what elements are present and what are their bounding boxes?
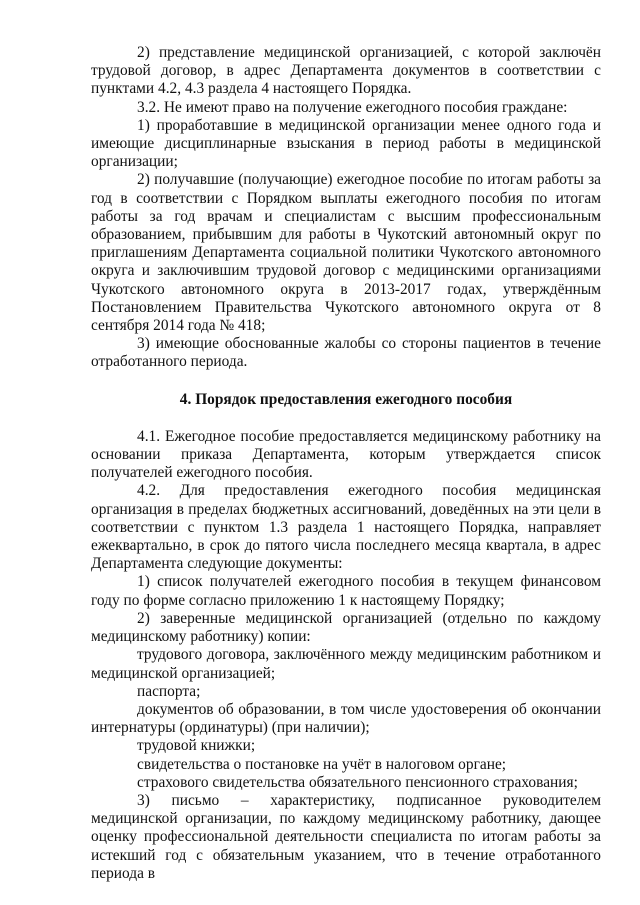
paragraph-4-2-item-2: 2) заверенные медицинской организацией (отдельно по каждому медицинскому работнику) копии: <box>91 609 601 646</box>
list-item-passport: паспорта; <box>137 682 201 700</box>
list-item-tax-certificate: свидетельства о постановке на учёт в налоговом органе; <box>137 755 507 773</box>
paragraph-4-2-item-3: 3) письмо – характеристику, подписанное руководителем медицинской организации, по каждому медицинскому работнику, дающее оценку профессиональной деятельности специалиста по итогам работы за истекший год с обязательным указанием, что в течение отработанного периода в <box>91 791 601 882</box>
paragraph-4-1: 4.1. Ежегодное пособие предоставляется медицинскому работнику на основании приказа Департамента, которым утверждается список получателей ежегодного пособия. <box>91 427 601 482</box>
paragraph-item-2-notice: 2) представление медицинской организацией, с которой заключён трудовой договор, в адрес Департамента документов в соответствии с пунктами 4.2, 4.3 раздела 4 настоящего Порядка. <box>91 44 601 98</box>
paragraph-4-2-item-1: 1) список получателей ежегодного пособия в текущем финансовом году по форме согласно приложению 1 к настоящему Порядку; <box>91 573 601 609</box>
section-heading: 4. Порядок предоставления ежегодного пособия <box>179 390 513 408</box>
paragraph-3-2-item-2: 2) получавшие (получающие) ежегодное пособие по итогам работы за год в соответствии с Порядком выплаты ежегодного пособия по итогам работы за год врачам и специалистам с высшим профессиональным образованием, прибывшим для работы в Чукотский автономный округ по приглашениям Департамента социальной политики Чукотского автономного округа и заключившим трудовой договор с медицинскими организациями Чукотского автономного округа в 2013-2017 годах, утверждённым Постановлением Правительства Чукотского автономного округа от 8 сентября 2014 года № 418; <box>91 171 601 335</box>
paragraph-3-2-item-1: 1) проработавшие в медицинской организации менее одного года и имеющие дисциплинарные взыскания в период работы в медицинской организации; <box>91 116 601 171</box>
paragraph-3-2-item-3: 3) имеющие обоснованные жалобы со стороны пациентов в течение отработанного периода. <box>91 335 601 371</box>
paragraph-3-2: 3.2. Не имеют право на получение ежегодного пособия граждане: <box>137 98 568 116</box>
list-item-work-book: трудовой книжки; <box>137 737 256 755</box>
paragraph-4-2: 4.2. Для предоставления ежегодного пособия медицинская организация в пределах бюджетных ассигнований, доведённых на эти цели в соответствии с пунктом 1.3 раздела 1 настоящего Порядка, направляет ежеквартально, в срок до пятого числа последнего месяца квартала, в адрес Департамента следующие документы: <box>91 482 601 573</box>
list-item-pension-certificate: страхового свидетельства обязательного пенсионного страхования; <box>137 773 578 791</box>
list-item-education-docs: документов об образовании, в том числе удостоверения об окончании интернатуры (ординатуры) (при наличии); <box>91 700 601 737</box>
list-item-labor-contract: трудового договора, заключённого между медицинским работником и медицинской организацией; <box>91 646 601 682</box>
document-page <box>91 44 601 883</box>
